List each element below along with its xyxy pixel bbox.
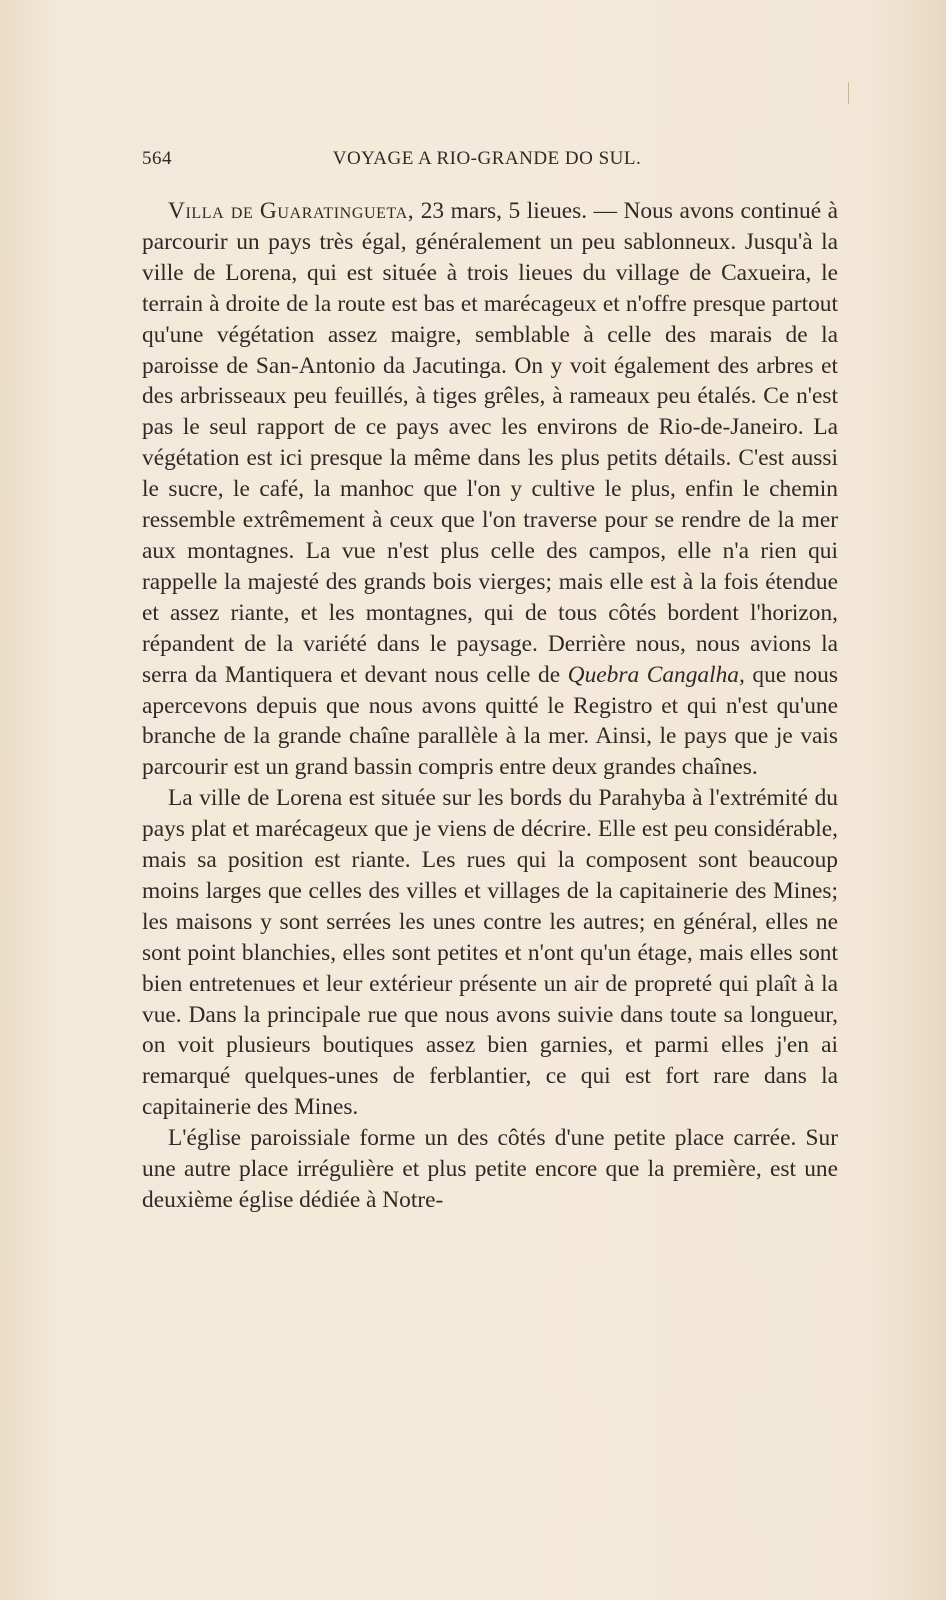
- place-heading-villa: Villa: [168, 198, 225, 224]
- paragraph-1: [142, 196, 838, 783]
- paragraph-1-rest: que nous apercevons depuis que nous avons quitté le Registro et qui n'est qu'une branche de la grande chaîne parallèle à la mer. Ainsi, le pays que je vais parcourir est un grand bassin compris entre deux grandes chaînes.: [142, 661, 838, 781]
- page-number: 564: [142, 148, 172, 169]
- page-header: [142, 148, 838, 172]
- paragraph-2: La ville de Lorena est située sur les bords du Parahyba à l'extrémité du pays plat et marécageux que je viens de décrire. Elle est peu considérable, mais sa position est riante. Les rues qui la composent sont beaucoup moins larges que celles des villes et villages de la capitainerie des Mines; les maisons y sont serrées les unes contre les autres; en général, elles ne sont point blanchies, elles sont petites et n'ont qu'un étage, mais elles sont bien entretenues et leur extérieur présente un air de propreté qui plaît à la vue. Dans la principale rue que nous avons suivie dans toute sa longueur, on voit plusieurs boutiques assez bien garnies, et parmi elles j'en ai remarqué quelques-unes de ferblantier, ce qui est fort rare dans la capitainerie des Mines.: [142, 785, 838, 1121]
- italic-place-name: Quebra Cangalha,: [567, 661, 745, 688]
- page-edge-mark: [848, 82, 849, 104]
- running-title: VOYAGE A RIO-GRANDE DO SUL.: [332, 148, 642, 169]
- paragraph-3: L'église paroissiale forme un des côtés d'une petite place carrée. Sur une autre place irrégulière et plus petite encore que la première, est une deuxième église dédiée à Notre-: [142, 1125, 838, 1213]
- body-text: [142, 196, 838, 1216]
- paragraph-1-text: 23 mars, 5 lieues. — Nous avons continué à parcourir un pays très égal, généralement un peu sablonneux. Jusqu'à la ville de Lorena, qui est située à trois lieues du village de Caxueira, le terrain à droite de la route est bas et marécageux et n'offre presque partout qu'une végétation assez maigre, semblable à celle des marais de la paroisse de San-Antonio da Jacutinga. On y voit également des arbres et des arbrisseaux peu feuillés, à tiges grêles, à rameaux peu étalés. Ce n'est pas le seul rapport de ce pays avec les environs de Rio-de-Janeiro. La végétation est ici presque la même dans les plus petits détails. C'est aussi le sucre, le café, la manhoc que l'on y cultive le plus, enfin le chemin ressemble extrêmement à ceux que l'on traverse pour se rendre de la mer aux montagnes. La vue n'est plus celle des campos, elle n'a rien qui rappelle la majesté des grands bois vierges; mais elle est à la fois étendue et assez riante, et les montagnes, qui de tous côtés bordent l'horizon, répandent de la variété dans le paysage. Derrière nous, nous avions la serra da Mantiquera et devant nous celle de: [142, 198, 838, 688]
- place-heading-de: de: [230, 198, 254, 224]
- place-heading-name: Guaratingueta,: [259, 198, 415, 224]
